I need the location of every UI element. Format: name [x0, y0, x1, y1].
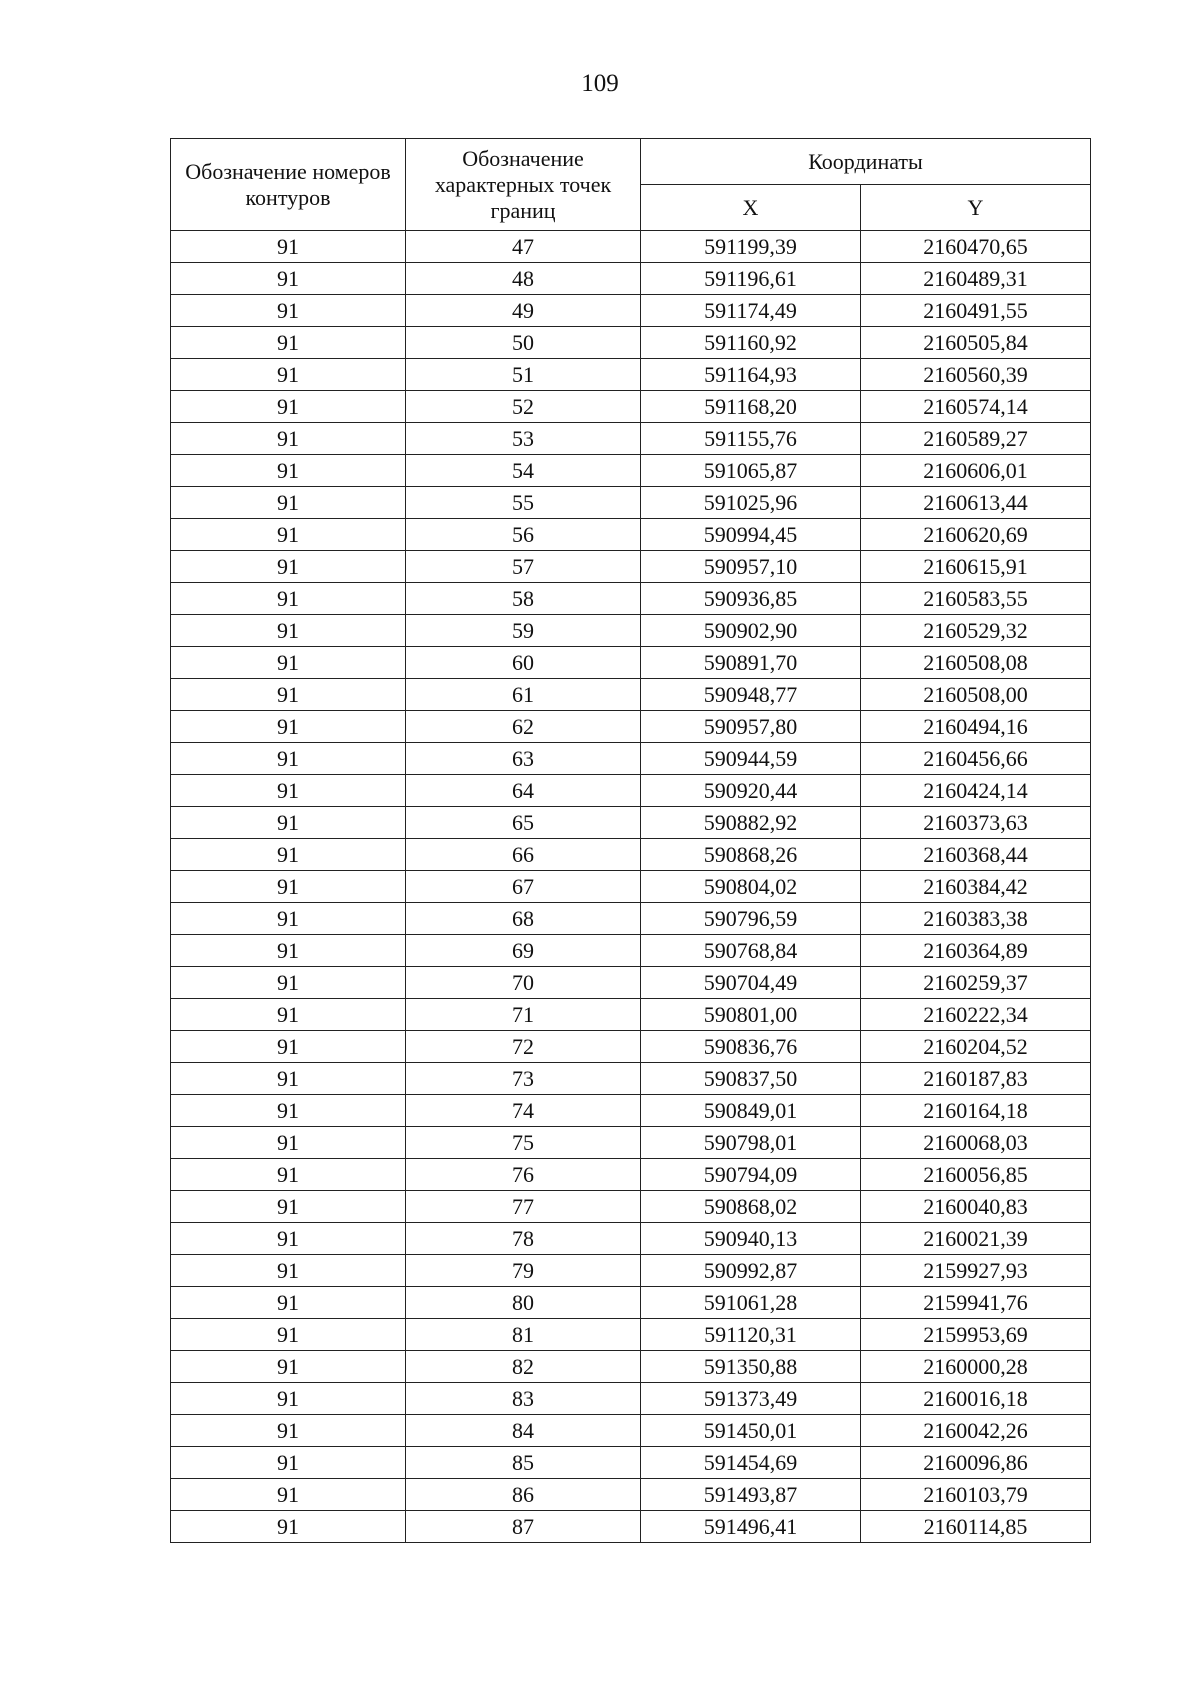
table-row	[171, 1127, 1091, 1159]
y-cell: 2160613,44	[861, 487, 1091, 519]
x-cell: 590798,01	[641, 1127, 861, 1159]
y-cell: 2160489,31	[861, 263, 1091, 295]
contour-cell: 91	[171, 519, 406, 551]
x-cell: 590882,92	[641, 807, 861, 839]
contour-cell: 91	[171, 935, 406, 967]
y-cell: 2160384,42	[861, 871, 1091, 903]
x-cell: 590801,00	[641, 999, 861, 1031]
point-cell: 55	[406, 487, 641, 519]
y-cell: 2160056,85	[861, 1159, 1091, 1191]
table-row	[171, 903, 1091, 935]
contour-cell: 91	[171, 1127, 406, 1159]
contour-cell: 91	[171, 231, 406, 263]
contour-cell: 91	[171, 775, 406, 807]
coordinates-table	[170, 138, 1091, 1543]
contour-cell: 91	[171, 423, 406, 455]
point-cell: 66	[406, 839, 641, 871]
point-cell: 54	[406, 455, 641, 487]
x-cell: 591164,93	[641, 359, 861, 391]
point-cell: 50	[406, 327, 641, 359]
table-row	[171, 871, 1091, 903]
point-cell: 79	[406, 1255, 641, 1287]
table-row	[171, 455, 1091, 487]
header-contour-number: Обозначение номеров контуров	[171, 139, 406, 231]
contour-cell: 91	[171, 807, 406, 839]
x-cell: 590936,85	[641, 583, 861, 615]
x-cell: 591373,49	[641, 1383, 861, 1415]
table-row	[171, 1063, 1091, 1095]
point-cell: 83	[406, 1383, 641, 1415]
contour-cell: 91	[171, 1223, 406, 1255]
point-cell: 51	[406, 359, 641, 391]
contour-cell: 91	[171, 391, 406, 423]
contour-cell: 91	[171, 679, 406, 711]
point-cell: 71	[406, 999, 641, 1031]
x-cell: 591120,31	[641, 1319, 861, 1351]
contour-cell: 91	[171, 711, 406, 743]
contour-cell: 91	[171, 999, 406, 1031]
x-cell: 591350,88	[641, 1351, 861, 1383]
y-cell: 2160016,18	[861, 1383, 1091, 1415]
table-row	[171, 295, 1091, 327]
y-cell: 2160574,14	[861, 391, 1091, 423]
table-header	[171, 139, 1091, 231]
x-cell: 591493,87	[641, 1479, 861, 1511]
point-cell: 64	[406, 775, 641, 807]
table-row	[171, 359, 1091, 391]
y-cell: 2160204,52	[861, 1031, 1091, 1063]
table-row	[171, 1095, 1091, 1127]
x-cell: 590849,01	[641, 1095, 861, 1127]
table-row	[171, 615, 1091, 647]
x-cell: 590768,84	[641, 935, 861, 967]
point-cell: 76	[406, 1159, 641, 1191]
point-cell: 73	[406, 1063, 641, 1095]
x-cell: 591454,69	[641, 1447, 861, 1479]
y-cell: 2160456,66	[861, 743, 1091, 775]
table-row	[171, 839, 1091, 871]
header-coordinates: Координаты	[641, 139, 1091, 185]
contour-cell: 91	[171, 295, 406, 327]
y-cell: 2160364,89	[861, 935, 1091, 967]
point-cell: 47	[406, 231, 641, 263]
point-cell: 70	[406, 967, 641, 999]
x-cell: 590836,76	[641, 1031, 861, 1063]
point-cell: 85	[406, 1447, 641, 1479]
contour-cell: 91	[171, 967, 406, 999]
x-cell: 591155,76	[641, 423, 861, 455]
x-cell: 590868,02	[641, 1191, 861, 1223]
y-cell: 2160259,37	[861, 967, 1091, 999]
point-cell: 65	[406, 807, 641, 839]
y-cell: 2160187,83	[861, 1063, 1091, 1095]
x-cell: 591450,01	[641, 1415, 861, 1447]
y-cell: 2160589,27	[861, 423, 1091, 455]
point-cell: 48	[406, 263, 641, 295]
table-row	[171, 1447, 1091, 1479]
x-cell: 591196,61	[641, 263, 861, 295]
table-row	[171, 1159, 1091, 1191]
y-cell: 2160373,63	[861, 807, 1091, 839]
contour-cell: 91	[171, 903, 406, 935]
y-cell: 2160424,14	[861, 775, 1091, 807]
table-row	[171, 487, 1091, 519]
y-cell: 2159941,76	[861, 1287, 1091, 1319]
point-cell: 84	[406, 1415, 641, 1447]
y-cell: 2160620,69	[861, 519, 1091, 551]
y-cell: 2160040,83	[861, 1191, 1091, 1223]
x-cell: 590837,50	[641, 1063, 861, 1095]
y-cell: 2160606,01	[861, 455, 1091, 487]
table-row	[171, 807, 1091, 839]
point-cell: 77	[406, 1191, 641, 1223]
table-row	[171, 935, 1091, 967]
table-row	[171, 423, 1091, 455]
contour-cell: 91	[171, 1511, 406, 1543]
contour-cell: 91	[171, 743, 406, 775]
point-cell: 75	[406, 1127, 641, 1159]
point-cell: 68	[406, 903, 641, 935]
point-cell: 53	[406, 423, 641, 455]
table-row	[171, 743, 1091, 775]
contour-cell: 91	[171, 263, 406, 295]
table-row	[171, 1511, 1091, 1543]
y-cell: 2160021,39	[861, 1223, 1091, 1255]
contour-cell: 91	[171, 839, 406, 871]
y-cell: 2160096,86	[861, 1447, 1091, 1479]
point-cell: 69	[406, 935, 641, 967]
table-row	[171, 1223, 1091, 1255]
point-cell: 56	[406, 519, 641, 551]
table-row	[171, 775, 1091, 807]
table-row	[171, 1255, 1091, 1287]
contour-cell: 91	[171, 1159, 406, 1191]
y-cell: 2160222,34	[861, 999, 1091, 1031]
contour-cell: 91	[171, 1063, 406, 1095]
point-cell: 81	[406, 1319, 641, 1351]
table-row	[171, 1031, 1091, 1063]
table-row	[171, 1479, 1091, 1511]
contour-cell: 91	[171, 1191, 406, 1223]
point-cell: 60	[406, 647, 641, 679]
point-cell: 52	[406, 391, 641, 423]
point-cell: 74	[406, 1095, 641, 1127]
point-cell: 72	[406, 1031, 641, 1063]
x-cell: 591065,87	[641, 455, 861, 487]
table-row	[171, 1287, 1091, 1319]
x-cell: 590948,77	[641, 679, 861, 711]
table-row	[171, 583, 1091, 615]
contour-cell: 91	[171, 455, 406, 487]
y-cell: 2160560,39	[861, 359, 1091, 391]
y-cell: 2160583,55	[861, 583, 1091, 615]
table-row	[171, 1383, 1091, 1415]
table-row	[171, 519, 1091, 551]
x-cell: 590902,90	[641, 615, 861, 647]
contour-cell: 91	[171, 1255, 406, 1287]
x-cell: 590957,10	[641, 551, 861, 583]
point-cell: 57	[406, 551, 641, 583]
table-row	[171, 999, 1091, 1031]
point-cell: 87	[406, 1511, 641, 1543]
contour-cell: 91	[171, 871, 406, 903]
x-cell: 591025,96	[641, 487, 861, 519]
contour-cell: 91	[171, 1031, 406, 1063]
contour-cell: 91	[171, 615, 406, 647]
point-cell: 82	[406, 1351, 641, 1383]
point-cell: 58	[406, 583, 641, 615]
x-cell: 591160,92	[641, 327, 861, 359]
contour-cell: 91	[171, 1447, 406, 1479]
x-cell: 590794,09	[641, 1159, 861, 1191]
y-cell: 2160491,55	[861, 295, 1091, 327]
contour-cell: 91	[171, 1479, 406, 1511]
y-cell: 2160114,85	[861, 1511, 1091, 1543]
x-cell: 591496,41	[641, 1511, 861, 1543]
contour-cell: 91	[171, 1095, 406, 1127]
y-cell: 2160615,91	[861, 551, 1091, 583]
point-cell: 67	[406, 871, 641, 903]
point-cell: 78	[406, 1223, 641, 1255]
table-row	[171, 327, 1091, 359]
table-row	[171, 647, 1091, 679]
header-y: Y	[861, 185, 1091, 231]
point-cell: 59	[406, 615, 641, 647]
table-row	[171, 1319, 1091, 1351]
contour-cell: 91	[171, 327, 406, 359]
table-row	[171, 231, 1091, 263]
contour-cell: 91	[171, 1287, 406, 1319]
y-cell: 2160000,28	[861, 1351, 1091, 1383]
table-row	[171, 1415, 1091, 1447]
table-row	[171, 263, 1091, 295]
table-row	[171, 1191, 1091, 1223]
x-cell: 590796,59	[641, 903, 861, 935]
table-row	[171, 391, 1091, 423]
y-cell: 2160164,18	[861, 1095, 1091, 1127]
contour-cell: 91	[171, 1415, 406, 1447]
point-cell: 63	[406, 743, 641, 775]
x-cell: 591168,20	[641, 391, 861, 423]
y-cell: 2159953,69	[861, 1319, 1091, 1351]
contour-cell: 91	[171, 551, 406, 583]
point-cell: 80	[406, 1287, 641, 1319]
x-cell: 590920,44	[641, 775, 861, 807]
y-cell: 2160042,26	[861, 1415, 1091, 1447]
page-number: 109	[581, 70, 619, 97]
x-cell: 590704,49	[641, 967, 861, 999]
y-cell: 2160383,38	[861, 903, 1091, 935]
table-row	[171, 1351, 1091, 1383]
x-cell: 591174,49	[641, 295, 861, 327]
y-cell: 2160368,44	[861, 839, 1091, 871]
contour-cell: 91	[171, 359, 406, 391]
header-x: X	[641, 185, 861, 231]
x-cell: 590940,13	[641, 1223, 861, 1255]
point-cell: 49	[406, 295, 641, 327]
y-cell: 2160103,79	[861, 1479, 1091, 1511]
y-cell: 2160068,03	[861, 1127, 1091, 1159]
y-cell: 2159927,93	[861, 1255, 1091, 1287]
y-cell: 2160505,84	[861, 327, 1091, 359]
contour-cell: 91	[171, 1319, 406, 1351]
x-cell: 590992,87	[641, 1255, 861, 1287]
y-cell: 2160508,00	[861, 679, 1091, 711]
point-cell: 86	[406, 1479, 641, 1511]
contour-cell: 91	[171, 1351, 406, 1383]
x-cell: 590957,80	[641, 711, 861, 743]
contour-cell: 91	[171, 1383, 406, 1415]
x-cell: 590804,02	[641, 871, 861, 903]
y-cell: 2160494,16	[861, 711, 1091, 743]
point-cell: 61	[406, 679, 641, 711]
x-cell: 591061,28	[641, 1287, 861, 1319]
y-cell: 2160508,08	[861, 647, 1091, 679]
x-cell: 590891,70	[641, 647, 861, 679]
x-cell: 590868,26	[641, 839, 861, 871]
y-cell: 2160470,65	[861, 231, 1091, 263]
point-cell: 62	[406, 711, 641, 743]
table-row	[171, 711, 1091, 743]
contour-cell: 91	[171, 583, 406, 615]
contour-cell: 91	[171, 487, 406, 519]
table-row	[171, 967, 1091, 999]
y-cell: 2160529,32	[861, 615, 1091, 647]
header-point-designation: Обозначение характерных точек границ	[406, 139, 641, 231]
table-row	[171, 679, 1091, 711]
x-cell: 590944,59	[641, 743, 861, 775]
x-cell: 590994,45	[641, 519, 861, 551]
contour-cell: 91	[171, 647, 406, 679]
x-cell: 591199,39	[641, 231, 861, 263]
table-row	[171, 551, 1091, 583]
table-body	[171, 231, 1091, 1543]
